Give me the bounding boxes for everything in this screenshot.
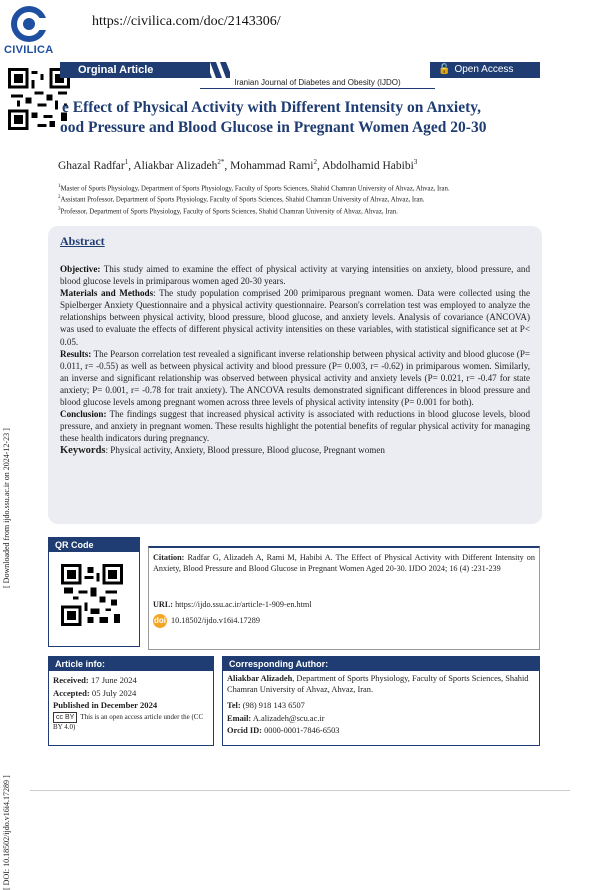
- citation-doi-line: [153, 614, 260, 628]
- objective-text: This study aimed to examine the effect of physical activity at varying intensities on anxiety, blood pressure, and blood glucose levels in primiparous women aged 20-30 years.: [60, 264, 531, 287]
- url-label: URL:: [153, 600, 174, 609]
- abstract-results: [60, 348, 530, 408]
- author-affil-mark: 1: [124, 158, 129, 166]
- corresponding-name: Aliakbar Alizadeh: [227, 674, 293, 683]
- accepted-label: Accepted:: [53, 687, 90, 698]
- open-access-banner: [430, 62, 540, 78]
- article-type-banner: Orginal Article: [60, 62, 210, 78]
- methods-text: : The study population comprised 200 primiparous pregnant women. Data were collected using the Spielberger Anxiety Questionnaire and a physical activity questionnaire. Pearson's correlation test was employed to analyze the relationships between physical activity, blood pressure, blood glucose, and anxiety levels. Analysis of covariance (ANCOVA) was used to evaluate the effects of different physical activity intensities on these variables, with statistical significance set at P< 0.05.: [60, 288, 530, 347]
- corresponding-author-section: [222, 656, 540, 746]
- corresponding-email: [227, 714, 535, 725]
- affiliation-text: Professor, Department of Sports Physiology, Faculty of Sports Sciences, Shahid Chamran University of Ahvaz, Ahvaz, Iran.: [60, 208, 398, 216]
- citation-body: Radfar G, Alizadeh A, Rami M, Habibi A. The Effect of Physical Activity with Different Intensity on Anxiety, Blood Pressure and Blood Glucose in Pregnant Women Aged 20-30. IJDO 2024; 16 (4) :231-239: [153, 553, 535, 573]
- downloaded-stamp: [ Downloaded from ijdo.ssu.ac.ir on 2024-12-23 ]: [2, 428, 11, 588]
- footer-divider: [30, 790, 570, 791]
- doi-icon: doi: [153, 614, 167, 628]
- conclusion-label: Conclusion:: [60, 409, 107, 420]
- author-name: Aliakbar Alizadeh: [133, 159, 218, 172]
- abstract-objective: [60, 263, 530, 287]
- citation-doi[interactable]: 10.18502/ijdo.v16i4.17289: [171, 615, 260, 625]
- author-affil-mark: 3: [413, 158, 418, 166]
- citation-url-line: [153, 600, 312, 609]
- keywords-text: : Physical activity, Anxiety, Blood pressure, Blood glucose, Pregnant women: [105, 445, 385, 456]
- objective-label: Objective:: [60, 264, 101, 274]
- banner-stripes: [170, 62, 230, 78]
- open-access-lock-icon: 🔓: [438, 64, 451, 75]
- qr-code-heading: QR Code: [49, 538, 139, 552]
- document-url[interactable]: https://civilica.com/doc/2143306/: [92, 14, 281, 29]
- corresponding-tel: [227, 701, 535, 712]
- citation-text: [153, 552, 535, 574]
- abstract-body: [60, 263, 530, 458]
- received-value: 17 June 2024: [90, 675, 137, 685]
- license-line: [53, 712, 211, 732]
- abstract-heading: Abstract: [60, 234, 105, 248]
- civilica-logo-text: CIVILICA: [4, 44, 54, 56]
- abstract-methods: [60, 287, 530, 347]
- methods-label: Materials and Methods: [60, 288, 154, 299]
- article-info-heading: Article info:: [49, 657, 213, 671]
- results-text: The Pearson correlation test revealed a significant inverse relationship between physical activity and blood glucose (P= 0.011, r= -0.55) as well as between physical activity and blood pressure (P= 0.003, r= -0.62) in primiparous women. Similarly, an inverse and significant relationship was observed between physical activity and anxiety levels (P= 0.021, r= -0.47 for state anxiety; P= 0.001, r= -0.78 for trait anxiety). The ANCOVA results demonstrated significant differences in blood pressure and blood glucose levels among pregnant women across three levels of physical activity intensity (P= 0.001 for both).: [60, 348, 530, 408]
- corresponding-author-body: [227, 674, 535, 739]
- tel-label: Tel:: [227, 701, 241, 710]
- title-line-2: ood Pressure and Blood Glucose in Pregnant Women Aged 20-30: [60, 119, 487, 136]
- corresponding-orcid: [227, 726, 535, 737]
- qr-code-icon: [61, 564, 123, 626]
- received-label: Received:: [53, 675, 89, 685]
- results-label: Results:: [60, 348, 92, 359]
- author-affil-mark: 2*: [217, 158, 225, 166]
- affil-mark: 1: [58, 184, 61, 189]
- citation-label: Citation:: [153, 553, 185, 562]
- published-date: [53, 699, 211, 712]
- journal-name: Iranian Journal of Diabetes and Obesity (IJDO): [200, 78, 435, 89]
- doi-stamp: [ DOI: 10.18502/ijdo.v16i4.17289 ]: [2, 775, 11, 890]
- received-date: [53, 674, 211, 687]
- civilica-logo-icon: [4, 4, 54, 44]
- affil-mark: 3: [58, 206, 61, 212]
- author-affil-mark: 2: [313, 158, 317, 166]
- affiliation-item: [58, 193, 558, 204]
- email-value[interactable]: A.alizadeh@scu.ac.ir: [252, 713, 325, 723]
- citation-url[interactable]: https://ijdo.ssu.ac.ir/article-1-909-en.html: [175, 600, 312, 609]
- author-list: Ghazal Radfar$^1$, Aliakbar Alizadeh$^{2*}$, Mohammad Rami$^2$, Abdolhamid Habibi$^3$: [58, 158, 418, 172]
- accepted-date: [53, 687, 211, 700]
- affiliation-item: [58, 182, 558, 193]
- corresponding-author-heading: Corresponding Author:: [223, 657, 539, 671]
- affiliations: [58, 182, 558, 216]
- author-name: Ghazal Radfar: [58, 159, 125, 172]
- published-value: Published in December 2024: [53, 700, 158, 710]
- affiliation-text: Master of Sports Physiology, Department of Sports Physiology, Faculty of Sports Sciences, Shahid Chamran University of Ahvaz, Ahvaz, Iran.: [60, 185, 450, 193]
- corresponding-affiliation: [227, 674, 535, 695]
- affil-mark: 2: [58, 195, 61, 201]
- abstract-conclusion: [60, 408, 530, 444]
- author-name: Abdolhamid Habibi: [322, 159, 414, 172]
- corresponding-affiliation-text: , Department of Sports Physiology, Faculty of Sports Sciences, Shahid Chamran University of Ahvaz, Ahvaz, Iran.: [227, 674, 529, 694]
- conclusion-text: The findings suggest that increased physical activity is associated with reductions in blood glucose levels, blood pressure, and anxiety in pregnant women. These results highlight the potential benefits of regular physical activity for managing these health indicators during pregnancy.: [60, 409, 531, 444]
- license-text: This is an open access article under the (CC BY 4.0): [53, 712, 204, 731]
- title-line-1: e Effect of Physical Activity with Different Intensity on Anxiety,: [62, 99, 482, 116]
- article-info-section: [48, 656, 214, 746]
- tel-value: (98) 918 143 6507: [242, 701, 305, 710]
- citation-section: [148, 546, 540, 650]
- orcid-label: Orcid ID:: [227, 726, 262, 735]
- abstract-keywords: [60, 444, 530, 457]
- email-label: Email:: [227, 713, 252, 723]
- keywords-label: Keywords: [60, 445, 106, 457]
- affiliation-text: Assistant Professor, Department of Sports Physiology, Faculty of Sports Sciences, Shahid Chamran University of Ahvaz, Ahvaz, Iran.: [60, 196, 425, 204]
- accepted-value: 05 July 2024: [91, 687, 137, 698]
- open-access-label: Open Access: [454, 64, 514, 75]
- orcid-value[interactable]: 0000-0001-7846-6503: [264, 726, 340, 735]
- article-info-body: [53, 674, 211, 732]
- qr-code-section: [48, 537, 140, 647]
- cc-license-icon: cc BY: [53, 712, 77, 723]
- article-title: [62, 98, 540, 138]
- affiliation-item: [58, 205, 558, 216]
- author-name: Mohammad Rami: [230, 159, 314, 172]
